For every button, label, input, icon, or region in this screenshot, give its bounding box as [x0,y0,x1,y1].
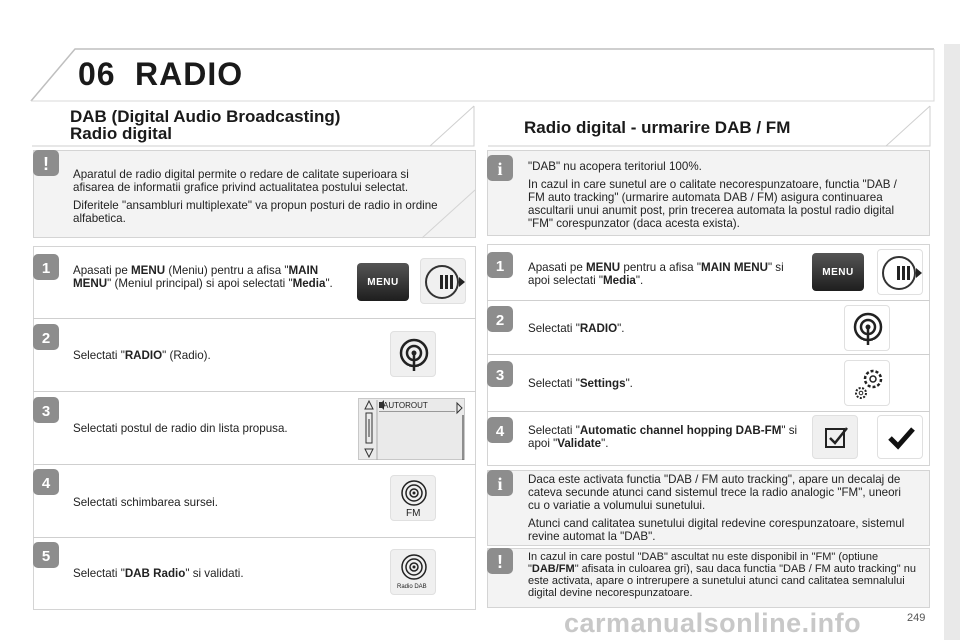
radio-dab-tile[interactable] [390,549,436,595]
right-info-2-text: Daca este activata functia "DAB / FM auto tracking", apare un decalaj de cateva secunde atunci cand sistemul trece la radio analogic "FM", uneori cu o variatie a volumului sunetului. Atunci cand calitatea sunetului digital redevine corespunzatoare, sistemul revine automat la "DAB". [528,473,905,543]
left-step-4-text: Selectati schimbarea sursei. [73,496,218,509]
left-info-text: Aparatul de radio digital permite o redare de calitate superioara si afisarea de informatii grafice privind actualitatea postului selectat. Diferitele "ansambluri multiplexate" va propun posturi de radio in ordine alfabetica. [73,168,438,225]
left-title-frame [30,104,476,148]
left-step-3-text: Selectati postul de radio din lista propusa. [73,422,288,435]
left-step-5-text: Selectati "DAB Radio" si validati. [73,567,244,580]
validate-tile[interactable] [877,415,923,459]
svg-text:i: i [497,474,503,494]
right-step-2-badge [487,306,513,332]
svg-text:4: 4 [495,423,505,440]
svg-text:1: 1 [495,258,505,275]
media-play-pause-icon [421,259,467,305]
right-menu-button[interactable]: MENU [812,253,864,291]
right-step-1-text: Apasati pe MENU pentru a afisa "MAIN MENU" si apoi selectati "Media". [528,261,784,287]
station-list-screen[interactable] [358,398,465,460]
step-3-badge [33,397,59,423]
radio-antenna-icon [845,306,891,352]
right-section-title: Radio digital - urmarire DAB / FM [524,118,791,137]
right-row-divider-3 [487,411,930,412]
radio-dab-label: Radio DAB [397,584,427,590]
svg-text:3: 3 [41,403,51,420]
right-media-tile[interactable] [877,249,923,295]
right-info-1-text: "DAB" nu acopera teritoriul 100%. In cazul in care sunetul are o calitate necorespunzatoare, functia "DAB / FM auto tracking" (urmarire automata DAB / FM) asigura continuarea ascultarii unui anumit post, prin trecerea automata la postul radio digital "FM" corespunzator (daca acesta exista). [528,160,897,230]
station-name-label: AUTOROUT [383,401,428,410]
left-row-divider-2 [33,391,476,392]
left-row-divider-4 [33,537,476,538]
validate-check-icon [878,416,924,460]
svg-text:5: 5 [41,548,51,565]
left-step-1-text: Apasati pe MENU (Meniu) pentru a afisa "MAIN MENU" (Meniul principal) si apoi selectati "Media". [73,264,333,290]
menu-button[interactable]: MENU [357,263,409,301]
svg-text:i: i [497,159,503,179]
info-badge-2 [487,470,513,496]
settings-tile[interactable] [844,360,890,406]
step-4-badge [33,469,59,495]
right-row-divider-2 [487,354,930,355]
right-row-divider-1 [487,300,930,301]
right-step-4-text: Selectati "Automatic channel hopping DAB-FM" si apoi "Validate". [528,424,798,450]
svg-text:!: ! [43,154,49,174]
svg-text:2: 2 [495,312,505,329]
chapter-number: 06 [78,56,116,92]
right-step-2-text: Selectati "RADIO". [528,322,625,335]
warning-badge-right [487,548,513,574]
warning-badge [33,150,59,176]
auto-hop-checkbox-tile[interactable] [812,415,858,459]
info-badge-1 [487,155,513,181]
step-2-badge [33,324,59,350]
settings-gears-icon [845,361,891,407]
svg-text:1: 1 [41,260,51,277]
right-radio-tile[interactable] [844,305,890,351]
checkbox-checked-icon [813,416,859,460]
svg-text:3: 3 [495,367,505,384]
step-1-badge [33,254,59,280]
right-step-3-text: Selectati "Settings". [528,377,633,390]
left-row-divider-3 [33,464,476,465]
step-5-badge [33,542,59,568]
radio-tile[interactable] [390,331,436,377]
fm-label: FM [406,508,421,519]
page-edge-strip [944,44,960,640]
media-tile[interactable] [420,258,466,304]
source-fm-tile[interactable] [390,475,436,521]
media-play-pause-icon [878,250,924,296]
right-step-4-badge [487,417,513,443]
left-section-title: DAB (Digital Audio Broadcasting) Radio digital [70,107,341,143]
left-step-2-text: Selectati "RADIO" (Radio). [73,349,211,362]
right-warning-text: In cazul in care postul "DAB" ascultat nu este disponibil in "FM" (optiune "DAB/FM" afisata in culoarea gri), sau daca functia "DAB / FM auto tracking" nu este activata, apare o intrerupere a sunetului atunci cand calitatea semnalului digital devine necorespunzatoare. [528,551,916,599]
watermark: carmanualsonline.info [564,608,862,638]
radio-antenna-icon [391,332,437,378]
svg-text:!: ! [497,552,503,572]
right-step-3-badge [487,361,513,387]
left-row-divider-1 [33,318,476,319]
right-title-frame [486,104,932,148]
svg-text:2: 2 [41,330,51,347]
svg-text:4: 4 [41,475,51,492]
page-number: 249 [907,612,926,624]
right-step-1-badge [487,252,513,278]
chapter-title: RADIO [135,56,244,92]
